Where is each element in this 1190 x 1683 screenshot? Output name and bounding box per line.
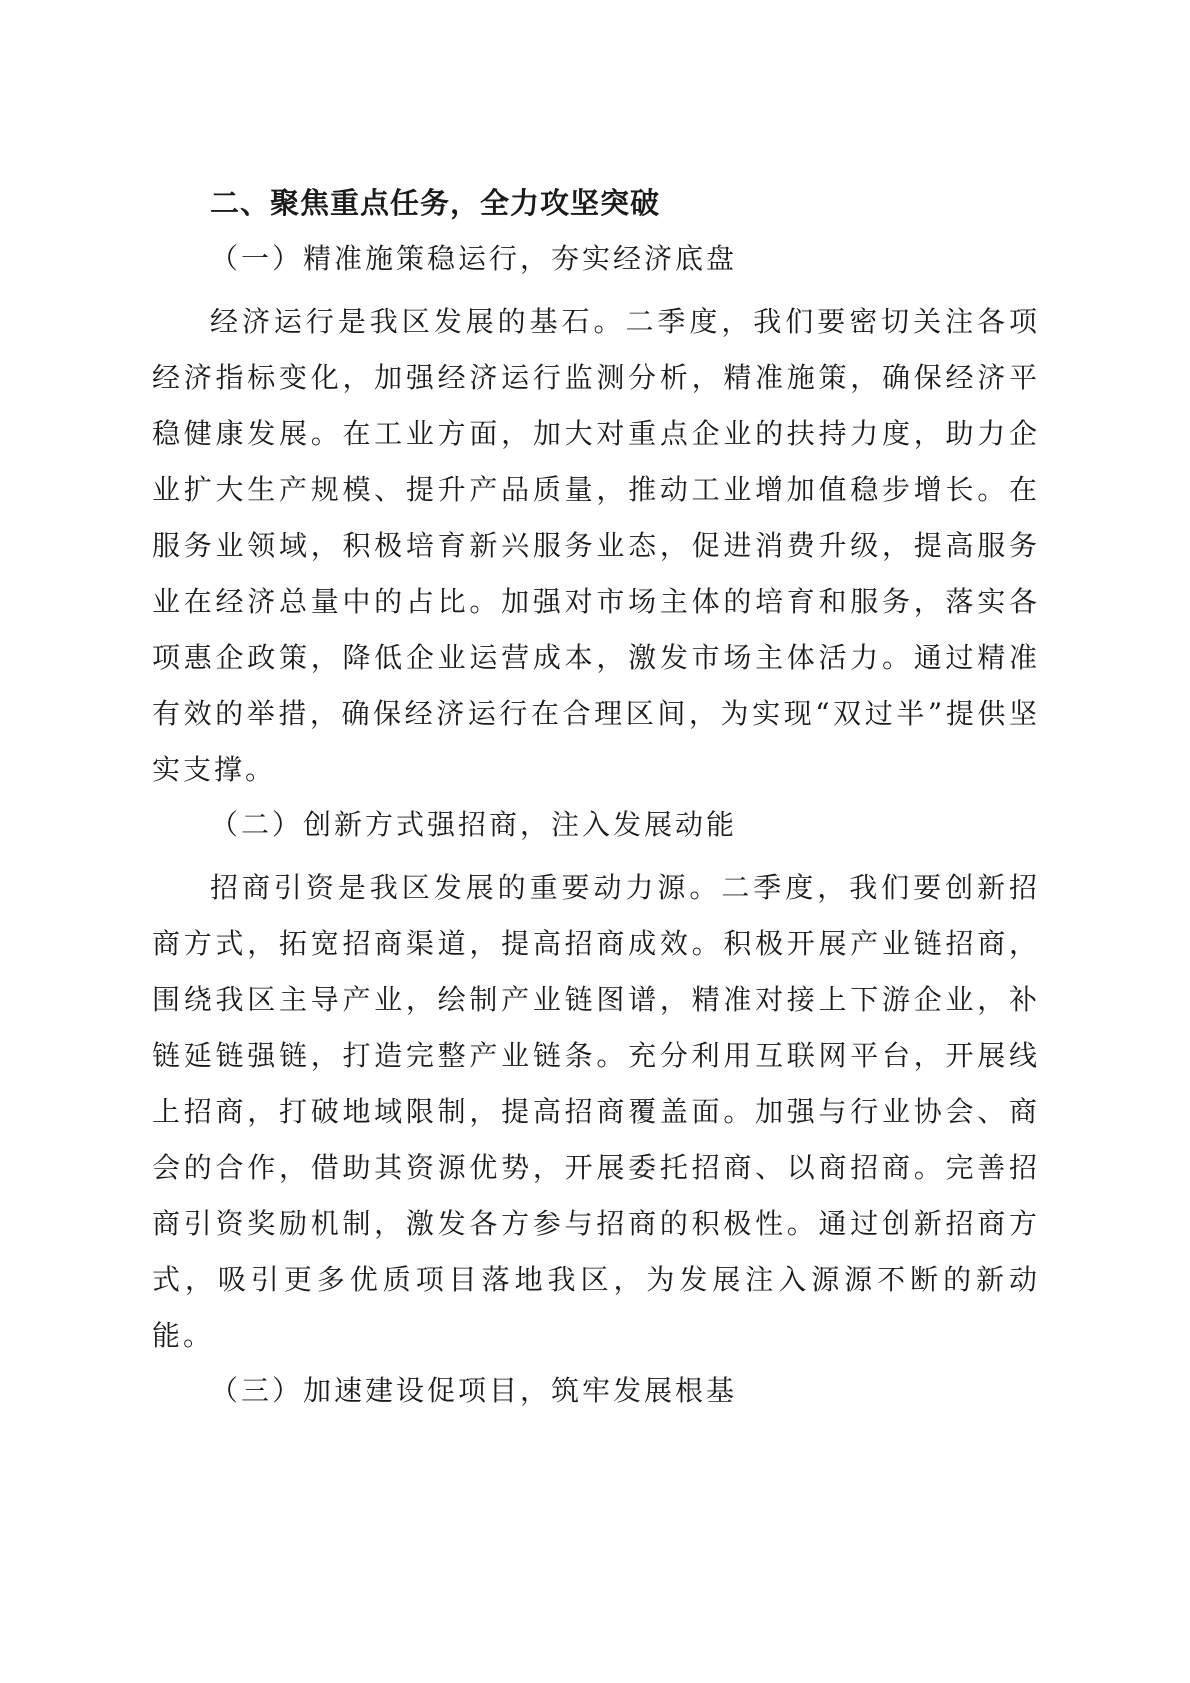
paragraph-investment: 招商引资是我区发展的重要动力源。二季度，我们要创新招商方式，拓宽招商渠道，提高招商成效。积极开展产业链招商，围绕我区主导产业，绘制产业链图谱，精准对接上下游企业，补链延链强链，打造完整产业链条。充分利用互联网平台，开展线上招商，打破地域限制，提高招商覆盖面。加强与行业协会、商会的合作，借助其资源优势，开展委托招商、以商招商。完善招商引资奖励机制，激发各方参与招商的积极性。通过创新招商方式，吸引更多优质项目落地我区，为发展注入源源不断的新动能。: [152, 871, 1040, 1352]
document-content: [152, 182, 1040, 1426]
subsection-title-2: （二）创新方式强招商，注入发展动能: [210, 808, 738, 841]
subsection-title-1: （一）精准施策稳运行，夯实经济底盘: [210, 242, 738, 275]
paragraph-economy: 经济运行是我区发展的基石。二季度，我们要密切关注各项经济指标变化，加强经济运行监测分析，精准施策，确保经济平稳健康发展。在工业方面，加大对重点企业的扶持力度，助力企业扩大生产规模、提升产品质量，推动工业增加值稳步增长。在服务业领域，积极培育新兴服务业态，促进消费升级，提高服务业在经济总量中的占比。加强对市场主体的培育和服务，落实各项惠企政策，降低企业运营成本，激发市场主体活力。通过精准有效的举措，确保经济运行在合理区间，为实现“双过半”提供坚实支撑。: [152, 305, 1040, 786]
section-heading: 二、聚焦重点任务，全力攻坚突破: [210, 186, 661, 220]
subsection-title-3: （三）加速建设促项目，筑牢发展根基: [210, 1374, 738, 1407]
